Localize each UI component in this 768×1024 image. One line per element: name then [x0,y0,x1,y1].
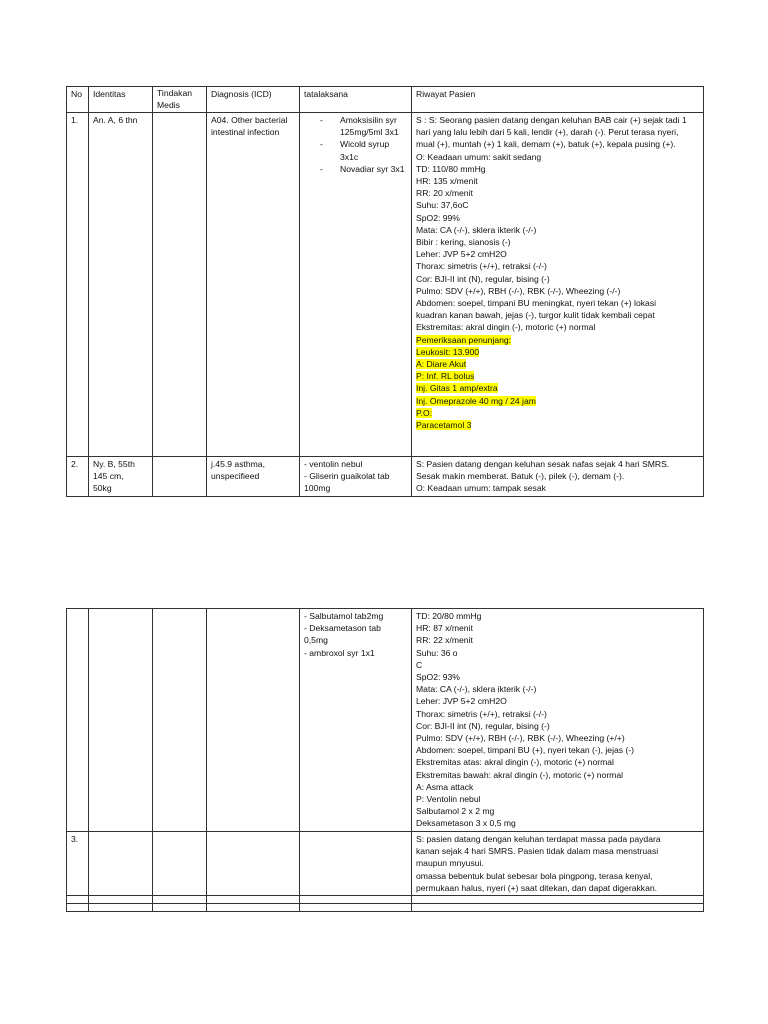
empty-cell [153,904,207,912]
text-line: Abdomen: soepel, timpani BU (+), nyeri tekan (-), jejas (-) [416,745,635,756]
text-line: Suhu: 36 o [416,647,458,658]
table-row-3 [67,832,704,896]
header-diagnosis: Diagnosis (ICD) [207,87,300,113]
row1-tindakan-medis [153,113,207,457]
row2c-tindakan-medis [153,609,207,832]
text-line: - ambroxol syr 1x1 [304,647,375,658]
highlighted-text: Paracetamol 3 [416,420,472,431]
highlighted-text: A: Diare Akut [416,359,467,370]
text-line: Deksametason 3 x 0,5 mg [416,818,516,829]
highlighted-text: Leukosit: 13.900 [416,346,480,357]
text-line: TD: 20/80 mmHg [416,611,482,621]
text-line: SpO2: 99% [416,212,460,223]
row2c-no [67,609,89,832]
text-line: Cor: BJI-II int (N), regular, bising (-) [416,273,550,284]
text-line: Thorax: simetris (+/+), retraksi (-/-) [416,261,547,272]
text-line: Salbutamol 2 x 2 mg [416,806,495,817]
row3-identitas [89,832,153,896]
empty-cell [300,904,412,912]
empty-cell [89,904,153,912]
medical-records-table-page1 [66,86,704,497]
text-line: 100mg [304,483,331,494]
empty-cell [67,904,89,912]
row2c-diagnosis [207,609,300,832]
row2-no: 2. [67,457,89,497]
list-item: - Novadiar syr 3x1 [322,163,407,175]
text-line: S : S: Seorang pasien datang dengan keluhan BAB cair (+) sejak tadi 1 [416,115,687,125]
row2-riwayat-pasien [412,457,704,497]
table-row-empty [67,904,704,912]
text-line: Ny. B, 55th [93,459,135,469]
text-line: SpO2: 93% [416,672,460,683]
highlighted-text: Pemeriksaan penunjang: [416,334,512,345]
table-row-1 [67,113,704,457]
row2c-identitas [89,609,153,832]
medical-records-table-page2 [66,608,704,912]
empty-cell [89,896,153,904]
text-line: C [416,659,423,670]
text-line: - Deksametason tab [304,623,381,634]
header-riwayat-pasien: Riwayat Pasien [412,87,704,113]
text-line: permukaan halus, nyeri (+) saat ditekan, dan dapat digerakkan. [416,882,658,893]
text-line: Ekstremitas: akral dingin (-), motoric (+) normal [416,322,596,333]
text-line: mual (+), muntah (+) 1 kali, demam (+), batuk (+), kepala pusing (+). [416,139,676,150]
text-line: Mata: CA (-/-), sklera ikterik (-/-) [416,684,537,695]
row3-diagnosis [207,832,300,896]
text-line: S: pasien datang dengan keluhan terdapat massa pada paydara [416,834,661,844]
row2-tindakan-medis [153,457,207,497]
row2-diagnosis [207,457,300,497]
row1-identitas: An. A, 6 thn [89,113,153,457]
empty-cell [412,904,704,912]
empty-cell [67,896,89,904]
text-line: unspecifieed [211,471,260,482]
text-line: hari yang lalu lebih dari 5 kali, lendir (+), darah (-). Perut terasa nyeri, [416,127,679,138]
row1-riwayat-pasien [412,113,704,457]
row3-riwayat-pasien [412,832,704,896]
row2c-tatalaksana [300,609,412,832]
text-line: Pulmo: SDV (+/+), RBH (-/-), RBK (-/-), Wheezing (+/+) [416,733,625,744]
text-line: kanan sejak 4 hari SMRS. Pasien tidak dalam masa menstruasi [416,846,659,857]
empty-cell [153,896,207,904]
table-row-2-continued [67,609,704,832]
text-line: Leher: JVP 5+2 cmH2O [416,696,507,707]
text-line: Abdomen: soepel, timpani BU meningkat, nyeri tekan (+) lokasi [416,298,657,309]
row2c-riwayat-pasien [412,609,704,832]
list-item: - Wicold syrup 3x1c [322,138,407,162]
text-line: TD: 110/80 mmHg [416,163,486,174]
text-line: kuadran kanan bawah, jejas (-), turgor kulit tidak kembali cepat [416,310,655,321]
text-line: A: Asma attack [416,781,474,792]
text-line: 0,5mg [304,635,328,646]
text-line: maupun mnyusui. [416,858,484,869]
header-tindakan-medis: Tindakan Medis [153,87,207,113]
text-line: O: Keadaan umum: tampak sesak [416,483,546,494]
table-header-row [67,87,704,113]
text-line: omassa bebentuk bulat sebesar bola pingpong, terasa kenyal, [416,870,653,881]
text-line: Bibir : kering, sianosis (-) [416,237,511,248]
text-line: - ventolin nebul [304,459,363,469]
text-line: 145 cm, [93,471,124,482]
text-line: 50kg [93,483,112,494]
text-line: - Gliserin guaikolat tab [304,471,390,482]
text-line: Ekstremitas bawah: akral dingin (-), motoric (+) normal [416,769,624,780]
highlighted-text: P.O: [416,407,433,418]
row2-identitas [89,457,153,497]
text-line: HR: 135 x/menit [416,176,478,187]
table-row-empty [67,896,704,904]
text-line: Pulmo: SDV (+/+), RBH (-/-), RBK (-/-), Wheezing (-/-) [416,285,621,296]
text-line: Cor: BJI-II int (N), regular, bising (-) [416,720,550,731]
empty-cell [207,896,300,904]
header-identitas: Identitas [89,87,153,113]
highlighted-text: Inj. Omeprazole 40 mg / 24 jam [416,395,536,406]
row3-tindakan-medis [153,832,207,896]
empty-cell [412,896,704,904]
text-line: RR: 22 x/menit [416,635,473,646]
text-line: Mata: CA (-/-), sklera ikterik (-/-) [416,224,537,235]
text-line: Leher: JVP 5+2 cmH2O [416,249,507,260]
text-line: Ekstremitas atas: akral dingin (-), motoric (+) normal [416,757,614,768]
text-line: Thorax: simetris (+/+), retraksi (-/-) [416,708,547,719]
text-line: O: Keadaan umum: sakit sedang [416,151,542,162]
list-item: - Amoksisilin syr 125mg/5ml 3x1 [322,114,407,138]
highlighted-text: Inj. Gitas 1 amp/extra [416,383,498,394]
header-no: No [67,87,89,113]
text-line: S: Pasien datang dengan keluhan sesak nafas sejak 4 hari SMRS. [416,459,670,469]
empty-cell [300,896,412,904]
text-line: - Salbutamol tab2mg [304,611,384,621]
text-line: Sesak makin memberat. Batuk (-), pilek (-), demam (-). [416,471,625,482]
empty-cell [207,904,300,912]
text-line: Suhu: 37,6oC [416,200,469,211]
row1-diagnosis: A04. Other bacterial intestinal infection [207,113,300,457]
table-row-2 [67,457,704,497]
text-line: RR: 20 x/menit [416,188,473,199]
row1-tatalaksana [300,113,412,457]
row3-tatalaksana [300,832,412,896]
text-line: HR: 87 x/menit [416,623,473,634]
highlighted-text: P: Inf. RL bolus [416,371,475,382]
text-line: j.45.9 asthma, [211,459,265,469]
row1-no: 1. [67,113,89,457]
row2-tatalaksana [300,457,412,497]
header-tatalaksana: tatalaksana [300,87,412,113]
row3-no: 3. [67,832,89,896]
text-line: P: Ventolin nebul [416,794,481,805]
